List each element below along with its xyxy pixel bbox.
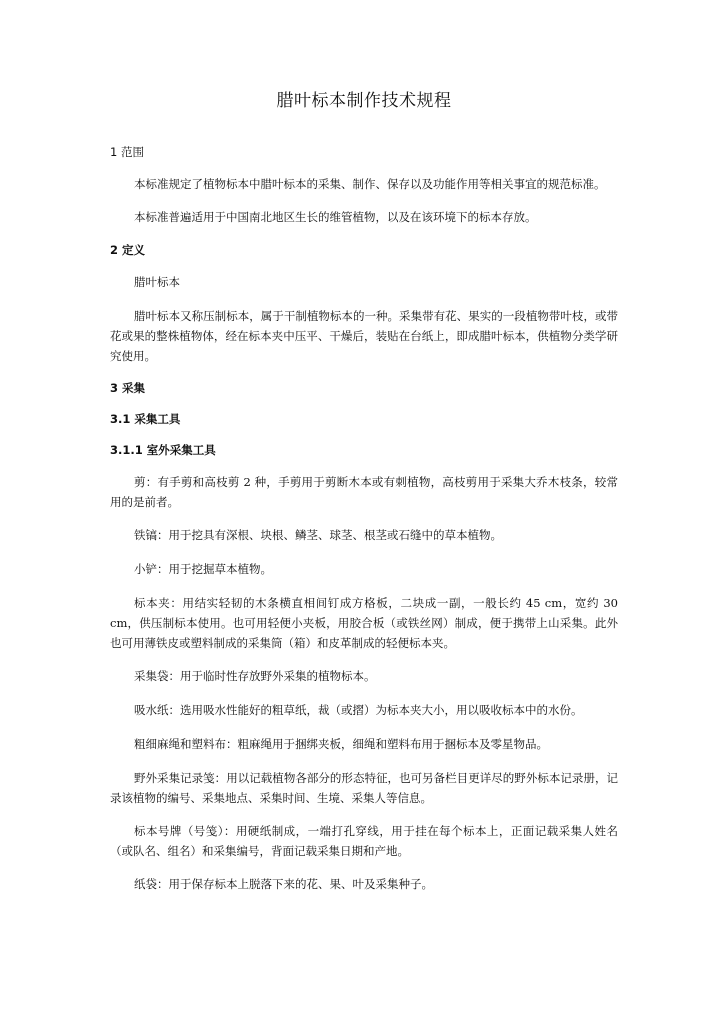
tool-item-paper-bag: 纸袋：用于保存标本上脱落下来的花、果、叶及采集种子。: [134, 877, 433, 891]
section-3-heading: 3 采集: [110, 381, 146, 395]
section-1-paragraph-2: 本标准普遍适用于中国南北地区生长的维管植物，以及在该环境下的标本存放。: [134, 210, 537, 224]
section-2-paragraph-1: 腊叶标本又称压制标本，属于干制植物标本的一种。采集带有花、果实的一段植物带叶枝，或带花或果的整株植物体，经在标本夹中压平、干燥后，装贴在台纸上，即成腊叶标本，供植物分类学研究使用。: [110, 309, 618, 363]
document-title: 腊叶标本制作技术规程: [276, 91, 452, 111]
tool-item-pickaxe: 铁镐：用于挖具有深根、块根、鳞茎、球茎、根茎或石缝中的草本植物。: [134, 528, 502, 542]
tool-item-collection-bag: 采集袋：用于临时性存放野外采集的植物标本。: [134, 669, 376, 683]
section-1-paragraph-1: 本标准规定了植物标本中腊叶标本的采集、制作、保存以及功能作用等相关事宜的规范标准。: [134, 177, 606, 191]
section-2-term: 腊叶标本: [134, 275, 180, 289]
tool-item-specimen-press: 标本夹：用结实轻韧的木条横直相间钉成方格板，二块成一副，一般长约 45 cm，宽约 30 cm，供压制标本使用。也可用轻便小夹板，用胶合板（或铁丝网）制成，便于携带上山采集。此外也可用薄铁皮或塑料制成的采集筒（箱）和皮革制成的轻便标本夹。: [110, 596, 618, 650]
tool-item-field-record-sheet: 野外采集记录笺：用以记载植物各部分的形态特征，也可另备栏目更详尽的野外标本记录册，记录该植物的编号、采集地点、采集时间、生境、采集人等信息。: [110, 771, 618, 805]
section-1-heading: 1 范围: [110, 145, 144, 159]
section-3-1-heading: 3.1 采集工具: [110, 412, 181, 426]
tool-item-absorbent-paper: 吸水纸：选用吸水性能好的粗草纸，裁（或摺）为标本夹大小，用以吸收标本中的水份。: [134, 703, 583, 717]
tool-item-specimen-tag: 标本号牌（号笺）：用硬纸制成，一端打孔穿线，用于挂在每个标本上，正面记载采集人姓名（或队名、组名）和采集编号，背面记载采集日期和产地。: [110, 824, 618, 858]
document-page: [110, 86, 618, 908]
section-3-1-1-heading: 3.1.1 室外采集工具: [110, 443, 216, 457]
tool-item-small-shovel: 小铲：用于挖掘草本植物。: [134, 562, 272, 576]
section-2-heading: 2 定义: [110, 243, 146, 257]
tool-item-shears: 剪：有手剪和高枝剪 2 种，手剪用于剪断木本或有刺植物，高枝剪用于采集大乔木枝条，较常用的是前者。: [110, 475, 618, 509]
tool-item-rope-and-plastic: 粗细麻绳和塑料布：粗麻绳用于捆绑夹板，细绳和塑料布用于捆标本及零星物品。: [134, 737, 548, 751]
